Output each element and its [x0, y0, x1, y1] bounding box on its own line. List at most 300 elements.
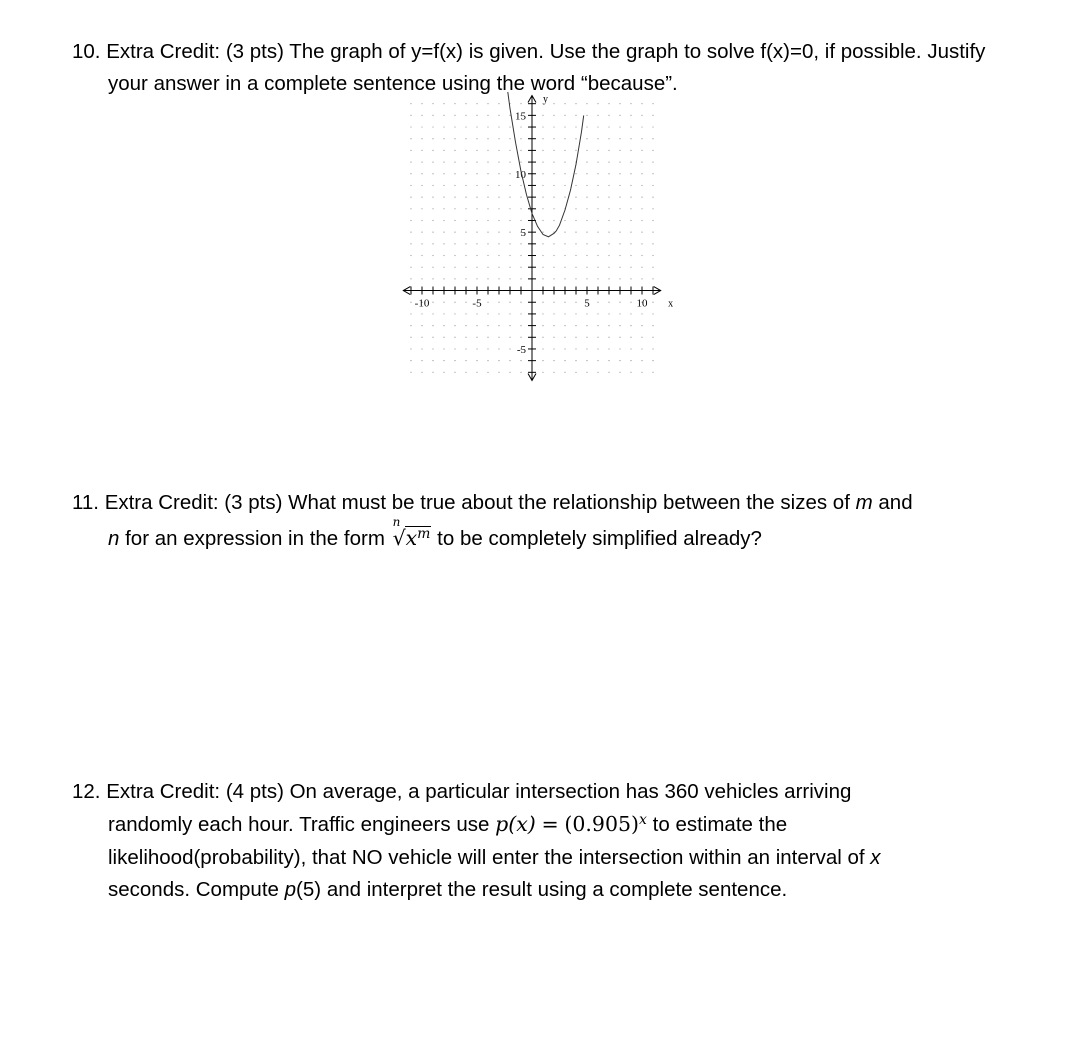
- grid-dot: [608, 302, 609, 303]
- grid-dot: [421, 278, 422, 279]
- grid-dot: [619, 255, 620, 256]
- grid-dot: [509, 115, 510, 116]
- grid-dot: [443, 115, 444, 116]
- grid-dot: [432, 161, 433, 162]
- grid-dot: [410, 197, 411, 198]
- grid-dot: [487, 185, 488, 186]
- question-number: 12.: [72, 780, 101, 803]
- grid-dot: [498, 138, 499, 139]
- grid-dot: [498, 197, 499, 198]
- grid-dot: [597, 278, 598, 279]
- grid-dot: [520, 337, 521, 338]
- grid-dot: [432, 255, 433, 256]
- grid-dot: [597, 360, 598, 361]
- grid-dot: [454, 325, 455, 326]
- grid-dot: [652, 302, 653, 303]
- grid-dot: [421, 126, 422, 127]
- grid-dot: [619, 325, 620, 326]
- grid-dot: [487, 126, 488, 127]
- grid-dot: [630, 278, 631, 279]
- grid-dot: [597, 138, 598, 139]
- grid-dot: [652, 173, 653, 174]
- grid-dot: [487, 360, 488, 361]
- grid-dot: [630, 348, 631, 349]
- grid-dot: [476, 372, 477, 373]
- grid-dot: [410, 278, 411, 279]
- question-number: 10.: [72, 40, 101, 63]
- grid-dot: [509, 150, 510, 151]
- grid-dot: [509, 278, 510, 279]
- grid-dot: [630, 138, 631, 139]
- grid-dot: [410, 185, 411, 186]
- grid-dot: [520, 372, 521, 373]
- grid-dot: [465, 278, 466, 279]
- grid-dot: [542, 278, 543, 279]
- question-text: for an expression in the form: [125, 526, 385, 550]
- grid-dot: [454, 185, 455, 186]
- grid-dot: [586, 255, 587, 256]
- grid-dot: [575, 197, 576, 198]
- grid-dot: [465, 313, 466, 314]
- grid-dot: [421, 267, 422, 268]
- grid-dot: [465, 197, 466, 198]
- x-tick-label: 5: [584, 297, 590, 310]
- grid-dot: [564, 302, 565, 303]
- grid-dot: [410, 243, 411, 244]
- grid-dot: [432, 103, 433, 104]
- grid-dot: [509, 348, 510, 349]
- grid-dot: [575, 360, 576, 361]
- grid-dot: [509, 243, 510, 244]
- grid-dot: [641, 173, 642, 174]
- grid-dot: [575, 232, 576, 233]
- grid-dot: [564, 173, 565, 174]
- radical-sign: √: [392, 525, 406, 550]
- grid-dot: [476, 115, 477, 116]
- grid-dot: [509, 138, 510, 139]
- y-tick-label: 10: [515, 168, 526, 181]
- grid-dot: [498, 185, 499, 186]
- grid-dot: [432, 325, 433, 326]
- grid-dot: [476, 337, 477, 338]
- grid-dot: [564, 325, 565, 326]
- grid-dot: [432, 220, 433, 221]
- grid-dot: [454, 138, 455, 139]
- grid-dot: [542, 360, 543, 361]
- grid-dot: [630, 313, 631, 314]
- grid-dot: [641, 278, 642, 279]
- grid-dot: [454, 360, 455, 361]
- grid-dot: [564, 220, 565, 221]
- grid-dot: [498, 360, 499, 361]
- grid-dot: [465, 115, 466, 116]
- grid-dot: [564, 337, 565, 338]
- grid-dot: [454, 220, 455, 221]
- grid-dot: [641, 220, 642, 221]
- grid-dot: [520, 267, 521, 268]
- question-text: and interpret the result using a complete sentence.: [326, 878, 788, 902]
- grid-dot: [641, 161, 642, 162]
- grid-dot: [608, 138, 609, 139]
- grid-dot: [498, 173, 499, 174]
- grid-dot: [597, 313, 598, 314]
- grid-dot: [432, 185, 433, 186]
- grid-dot: [432, 173, 433, 174]
- grid-dot: [586, 208, 587, 209]
- grid-dot: [619, 185, 620, 186]
- grid-dot: [597, 220, 598, 221]
- grid-dot: [454, 197, 455, 198]
- grid-dot: [432, 267, 433, 268]
- grid-dot: [443, 173, 444, 174]
- grid-dot: [542, 302, 543, 303]
- grid-dot: [619, 313, 620, 314]
- grid-dot: [553, 173, 554, 174]
- grid-dot: [465, 126, 466, 127]
- grid-dot: [586, 243, 587, 244]
- grid-dot: [443, 161, 444, 162]
- grid-dot: [575, 126, 576, 127]
- grid-dot: [652, 150, 653, 151]
- formula-equals: =: [541, 812, 559, 837]
- grid-dot: [575, 325, 576, 326]
- grid-dot: [564, 348, 565, 349]
- question-text: and: [878, 491, 913, 514]
- grid-dot: [630, 372, 631, 373]
- grid-dot: [542, 348, 543, 349]
- grid-dot: [487, 372, 488, 373]
- grid-dot: [630, 208, 631, 209]
- grid-dot: [487, 103, 488, 104]
- grid-dot: [465, 267, 466, 268]
- grid-dot: [542, 126, 543, 127]
- grid-dot: [454, 126, 455, 127]
- grid-dot: [454, 243, 455, 244]
- grid-dot: [564, 313, 565, 314]
- p-argument: (5): [296, 878, 322, 902]
- grid-dot: [509, 313, 510, 314]
- grid-dot: [509, 161, 510, 162]
- grid-dot: [465, 302, 466, 303]
- grid-dot: [432, 197, 433, 198]
- grid-dot: [641, 267, 642, 268]
- grid-dot: [421, 115, 422, 116]
- grid-dot: [520, 185, 521, 186]
- grid-dot: [509, 267, 510, 268]
- grid-dot: [498, 161, 499, 162]
- grid-dot: [432, 348, 433, 349]
- grid-dot: [564, 267, 565, 268]
- grid-dot: [630, 161, 631, 162]
- question-text: randomly each hour. Traffic engineers use: [108, 813, 490, 837]
- tick-labels: [415, 94, 673, 356]
- grid-dot: [487, 255, 488, 256]
- grid-dot: [586, 278, 587, 279]
- grid-dot: [553, 150, 554, 151]
- grid-dot: [476, 243, 477, 244]
- grid-dot: [553, 126, 554, 127]
- grid-dot: [476, 348, 477, 349]
- grid-dot: [476, 267, 477, 268]
- grid-dot: [619, 278, 620, 279]
- grid-dot: [421, 243, 422, 244]
- grid-dot: [597, 348, 598, 349]
- grid-dot: [410, 313, 411, 314]
- grid-dot: [410, 348, 411, 349]
- grid-dot: [443, 103, 444, 104]
- y-tick-label: 15: [515, 110, 526, 123]
- grid-dot: [432, 126, 433, 127]
- grid-dot: [410, 161, 411, 162]
- grid-dot: [509, 173, 510, 174]
- grid-dot: [421, 360, 422, 361]
- grid-dot: [597, 161, 598, 162]
- grid-dot: [608, 126, 609, 127]
- grid-dot: [476, 150, 477, 151]
- grid-dot: [542, 243, 543, 244]
- grid-dot: [421, 103, 422, 104]
- grid-dot: [443, 267, 444, 268]
- grid-dot: [652, 278, 653, 279]
- grid-dot: [432, 372, 433, 373]
- grid-dot: [597, 302, 598, 303]
- grid-dot: [454, 267, 455, 268]
- grid-dot: [542, 372, 543, 373]
- grid-dot: [498, 255, 499, 256]
- grid-dot: [630, 360, 631, 361]
- grid-dot: [641, 348, 642, 349]
- grid-dot: [652, 126, 653, 127]
- grid-dot: [421, 185, 422, 186]
- grid-dot: [542, 267, 543, 268]
- grid-dot: [564, 150, 565, 151]
- grid-dot: [487, 278, 488, 279]
- grid-dot: [630, 115, 631, 116]
- grid-dot: [564, 255, 565, 256]
- grid-dot: [564, 185, 565, 186]
- grid-dot: [586, 150, 587, 151]
- grid-dot: [542, 313, 543, 314]
- grid-dot: [619, 372, 620, 373]
- grid-dot: [520, 138, 521, 139]
- grid-dot: [542, 197, 543, 198]
- grid-dot: [619, 197, 620, 198]
- grid-dot: [652, 103, 653, 104]
- y-tick-label: -5: [516, 343, 526, 356]
- x-tick-label: -10: [414, 297, 430, 310]
- grid-dot: [476, 103, 477, 104]
- grid-dot: [597, 115, 598, 116]
- grid-dot: [498, 150, 499, 151]
- grid-dot: [608, 161, 609, 162]
- grid-dot: [608, 232, 609, 233]
- grid-dot: [641, 138, 642, 139]
- radical-expression: [391, 514, 432, 557]
- grid-dot: [432, 150, 433, 151]
- grid-dot: [476, 185, 477, 186]
- grid-dot: [553, 278, 554, 279]
- grid-dot: [410, 208, 411, 209]
- grid-dot: [542, 337, 543, 338]
- grid-dot: [476, 325, 477, 326]
- grid-dot: [476, 173, 477, 174]
- grid-dot: [421, 220, 422, 221]
- grid-dot: [619, 337, 620, 338]
- grid-dot: [586, 313, 587, 314]
- grid-dot: [476, 197, 477, 198]
- grid-dot: [641, 360, 642, 361]
- grid-dot: [542, 232, 543, 233]
- grid-dot: [443, 197, 444, 198]
- grid-dot: [575, 220, 576, 221]
- grid-dot: [443, 126, 444, 127]
- radicand: x: [405, 525, 418, 550]
- grid-dot: [575, 255, 576, 256]
- grid-dot: [641, 232, 642, 233]
- grid-dot: [641, 126, 642, 127]
- grid-dot: [421, 173, 422, 174]
- grid-dot: [608, 313, 609, 314]
- grid-dot: [608, 173, 609, 174]
- grid-dot: [476, 220, 477, 221]
- question-text: seconds. Compute: [108, 878, 279, 902]
- grid-dot: [498, 325, 499, 326]
- grid-dot: [597, 255, 598, 256]
- grid-dot: [652, 161, 653, 162]
- grid-dot: [487, 348, 488, 349]
- grid-dot: [498, 243, 499, 244]
- grid-dot: [498, 278, 499, 279]
- question-text: to estimate the: [652, 813, 788, 837]
- grid-dot: [564, 243, 565, 244]
- grid-dot: [553, 161, 554, 162]
- grid-dot: [608, 115, 609, 116]
- grid-dot: [443, 220, 444, 221]
- grid-dot: [443, 302, 444, 303]
- grid-dot: [421, 337, 422, 338]
- grid-dot: [575, 185, 576, 186]
- grid-dot: [443, 232, 444, 233]
- grid-dot: [432, 337, 433, 338]
- grid-dot: [586, 185, 587, 186]
- grid-dot: [487, 313, 488, 314]
- grid-dot: [619, 150, 620, 151]
- grid-dot: [652, 360, 653, 361]
- grid-dot: [619, 348, 620, 349]
- grid-dot: [421, 372, 422, 373]
- grid-dot: [443, 325, 444, 326]
- grid-dot: [432, 360, 433, 361]
- grid-dot: [509, 208, 510, 209]
- grid-dot: [553, 138, 554, 139]
- grid-dot: [652, 348, 653, 349]
- grid-dot: [575, 173, 576, 174]
- grid-dot: [432, 138, 433, 139]
- grid-dot: [597, 243, 598, 244]
- grid-dot: [498, 126, 499, 127]
- grid-dot: [476, 126, 477, 127]
- grid-dot: [619, 220, 620, 221]
- grid-dot: [476, 161, 477, 162]
- grid-dot: [498, 337, 499, 338]
- grid-dot: [652, 138, 653, 139]
- grid-dot: [487, 150, 488, 151]
- grid-dot: [575, 302, 576, 303]
- grid-dot: [432, 243, 433, 244]
- grid-dot: [498, 372, 499, 373]
- grid-dot: [619, 208, 620, 209]
- grid-dot: [421, 255, 422, 256]
- grid-dot: [553, 220, 554, 221]
- grid-dot: [542, 173, 543, 174]
- grid-dot: [630, 255, 631, 256]
- grid-dot: [498, 220, 499, 221]
- grid-dot: [586, 173, 587, 174]
- grid-dot: [586, 138, 587, 139]
- grid-dot: [487, 337, 488, 338]
- grid-dot: [652, 313, 653, 314]
- grid-dot: [630, 103, 631, 104]
- grid-dot: [641, 197, 642, 198]
- grid-dot: [410, 360, 411, 361]
- grid-dot: [509, 232, 510, 233]
- grid-dot: [652, 267, 653, 268]
- grid-dot: [443, 372, 444, 373]
- grid-dot: [465, 337, 466, 338]
- grid-dot: [641, 313, 642, 314]
- x-axis-label: x: [668, 298, 674, 310]
- grid-dot: [575, 278, 576, 279]
- grid-dot: [487, 232, 488, 233]
- grid-dot: [608, 278, 609, 279]
- grid-dot: [487, 161, 488, 162]
- grid-dot: [586, 372, 587, 373]
- grid-dot: [410, 150, 411, 151]
- grid-dot: [432, 302, 433, 303]
- grid-dot: [410, 255, 411, 256]
- grid-dot: [498, 267, 499, 268]
- grid-dot: [575, 150, 576, 151]
- grid-dot: [575, 208, 576, 209]
- grid-dot: [443, 337, 444, 338]
- grid-dot: [630, 220, 631, 221]
- grid-dot: [487, 208, 488, 209]
- grid-dot: [564, 278, 565, 279]
- grid-dot: [542, 255, 543, 256]
- grid-dot: [608, 337, 609, 338]
- grid-dot: [553, 348, 554, 349]
- grid-dot: [498, 208, 499, 209]
- grid-dot: [465, 173, 466, 174]
- grid-dot: [575, 267, 576, 268]
- grid-dot: [498, 232, 499, 233]
- grid-dot: [630, 325, 631, 326]
- grid-dot: [586, 161, 587, 162]
- grid-dot: [487, 220, 488, 221]
- grid-dot: [410, 337, 411, 338]
- grid-dot: [454, 173, 455, 174]
- grid-dot: [586, 325, 587, 326]
- grid-dot: [520, 302, 521, 303]
- grid-dot: [476, 232, 477, 233]
- grid-dot: [487, 173, 488, 174]
- grid-dot: [575, 243, 576, 244]
- function-graph: [372, 86, 692, 396]
- grid-dot: [564, 103, 565, 104]
- grid-dot: [652, 185, 653, 186]
- grid-dot: [410, 173, 411, 174]
- grid-dot: [520, 161, 521, 162]
